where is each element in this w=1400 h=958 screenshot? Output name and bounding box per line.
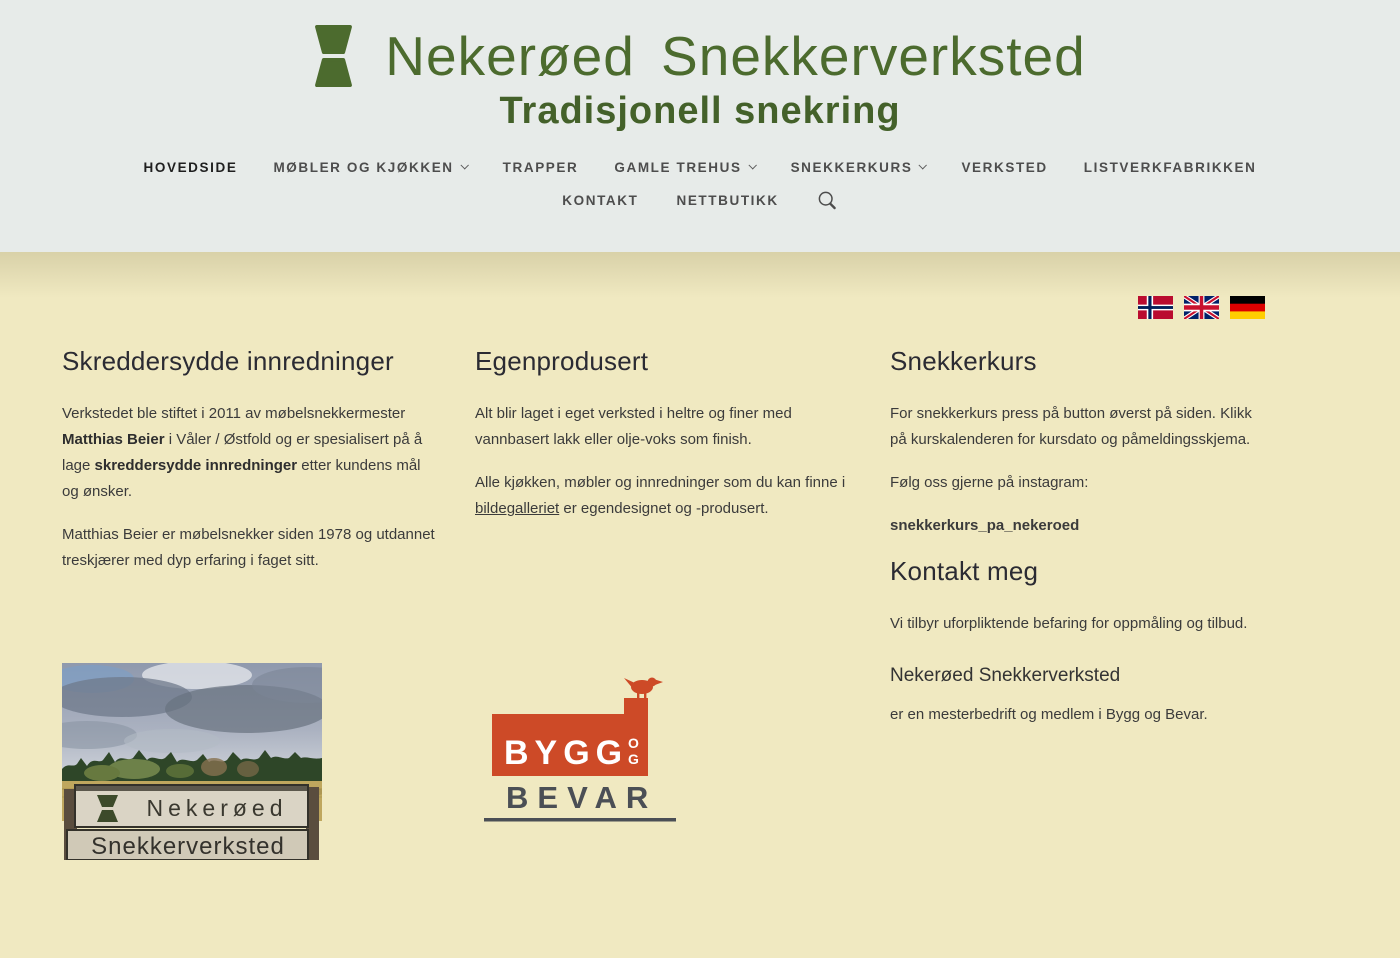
nav-item-label: HOVEDSIDE: [143, 160, 238, 175]
nav-item-hovedside[interactable]: [144, 160, 238, 175]
nav-item-label: SNEKKERKURS: [790, 160, 913, 175]
sign-text-line2: Snekkerverksted: [91, 833, 285, 860]
flag-germany-icon[interactable]: [1230, 296, 1265, 319]
nav-item-label: TRAPPER: [502, 160, 579, 175]
paragraph: Vi tilbyr uforpliktende befaring for oppmåling og tilbud.: [890, 615, 1248, 632]
chevron-down-icon: [460, 161, 468, 169]
nav-item-verksted[interactable]: [961, 160, 1047, 175]
site-brand[interactable]: [0, 24, 1400, 88]
site-title: Nekerøed Snekkerverksted: [385, 24, 1086, 87]
instagram-handle: snekkerkurs_pa_nekeroed: [890, 517, 1080, 534]
nav-item-label: VERKSTED: [961, 160, 1048, 175]
main-nav-row-1: [0, 160, 1400, 175]
bevar-text: BEVAR: [506, 780, 658, 815]
bold-text: skreddersydde innredninger: [94, 457, 298, 474]
membership-title: Nekerøed Snekkerverksted: [890, 665, 1121, 686]
og-text-o: O: [628, 735, 639, 751]
nav-item-mobler-og-kjokken[interactable]: [273, 160, 466, 175]
nav-item-snekkerkurs[interactable]: [791, 160, 926, 175]
text-segment: etter kundens mål og ønsker.: [62, 457, 421, 500]
chevron-down-icon: [748, 161, 756, 169]
section-heading: Egenprodusert: [475, 346, 649, 376]
paragraph: Alt blir laget i eget verksted i heltre og finer med vannbasert lakk eller olje-voks som finish.: [475, 405, 792, 448]
main-content: [0, 252, 1400, 958]
sign-text-line1: Nekerøed: [146, 795, 288, 821]
section-heading: Kontakt meg: [890, 556, 1039, 586]
site-tagline: Tradisjonell snekring: [499, 90, 901, 132]
nav-item-label: MØBLER OG KJØKKEN: [273, 160, 454, 175]
paragraph: er en mesterbedrift og medlem i Bygg og Bevar.: [890, 706, 1208, 723]
section-heading: Skreddersydde innredninger: [62, 346, 394, 376]
nav-item-kontakt[interactable]: [562, 193, 638, 208]
nav-item-trapper[interactable]: [503, 160, 579, 175]
flag-norway-icon[interactable]: [1138, 296, 1173, 319]
paragraph: [475, 470, 855, 522]
hourglass-logo-icon: [314, 24, 353, 88]
paragraph: Følg oss gjerne på instagram:: [890, 474, 1089, 491]
bold-text: Matthias Beier: [62, 431, 165, 448]
language-switcher: [1138, 296, 1265, 319]
site-header: [0, 0, 1400, 252]
nav-item-label: KONTAKT: [562, 193, 639, 208]
bygg-text: BYGG: [504, 734, 629, 772]
bird-icon: [624, 678, 663, 699]
column-snekkerkurs: [890, 346, 1265, 745]
flag-united-kingdom-icon[interactable]: [1184, 296, 1219, 319]
nav-item-label: NETTBUTIKK: [676, 193, 779, 208]
nav-item-listverkfabrikken[interactable]: [1084, 160, 1257, 175]
paragraph: Matthias Beier er møbelsnekker siden 1978 og utdannet treskjærer med dyp erfaring i faget sitt.: [62, 526, 435, 569]
workshop-sign-photo: [62, 663, 322, 860]
nav-item-nettbutikk[interactable]: [676, 193, 778, 208]
text-segment: Alle kjøkken, møbler og innredninger som du kan finne i: [475, 474, 846, 491]
og-text-g: G: [628, 751, 639, 767]
nav-item-label: GAMLE TREHUS: [614, 160, 742, 175]
text-segment: i Våler / Østfold og er spesialisert på å lage: [62, 431, 423, 474]
section-heading: Snekkerkurs: [890, 346, 1037, 376]
text-segment: Verkstedet ble stiftet i 2011 av møbelsnekkermester: [62, 405, 406, 422]
bildegalleriet-link[interactable]: bildegalleriet: [475, 500, 560, 517]
chevron-down-icon: [919, 161, 927, 169]
paragraph: [62, 401, 437, 505]
nav-item-gamle-trehus[interactable]: [614, 160, 754, 175]
paragraph: For snekkerkurs press på button øverst på siden. Klikk på kurskalenderen for kursdato og påmeldingsskjema.: [890, 405, 1252, 448]
text-segment: er egendesignet og -produsert.: [559, 500, 769, 517]
main-nav-row-2: [0, 190, 1400, 211]
nav-item-label: LISTVERKFABRIKKEN: [1083, 160, 1257, 175]
bygg-og-bevar-logo[interactable]: [484, 676, 676, 824]
search-icon[interactable]: [817, 190, 838, 211]
